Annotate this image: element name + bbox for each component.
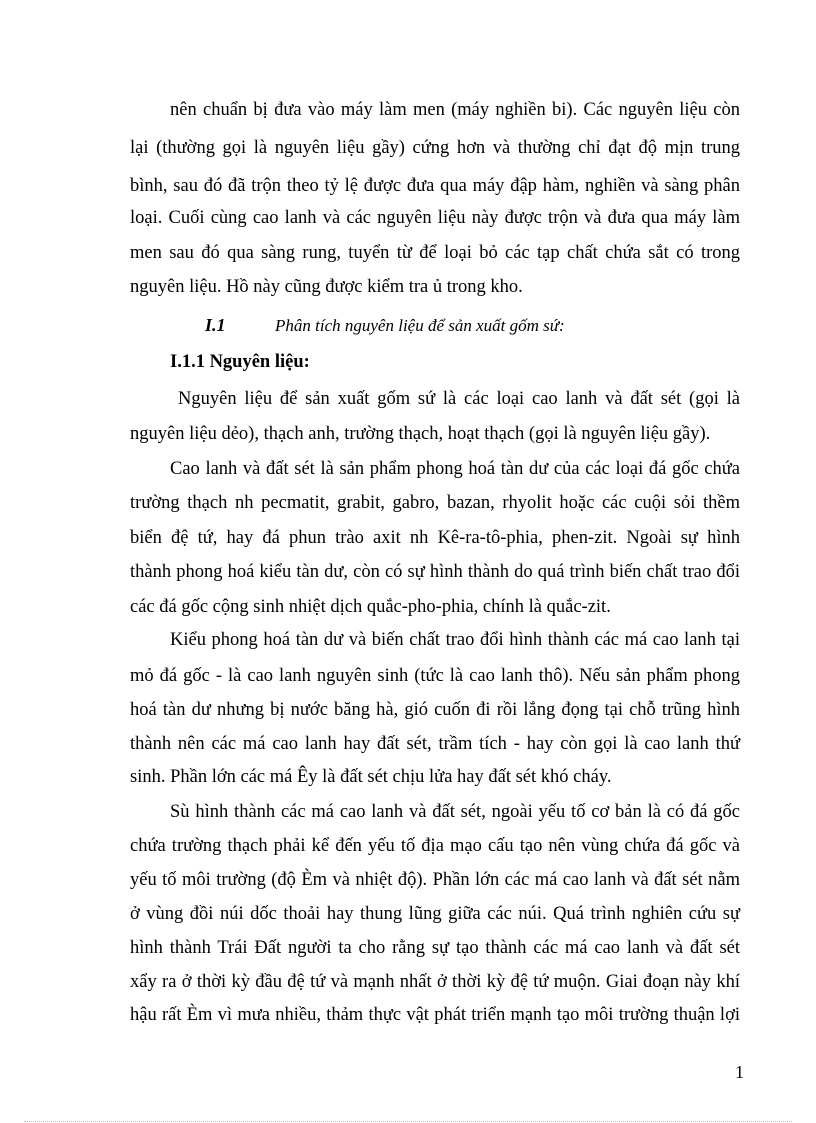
text-line: ở vùng đồi núi dốc thoải hay thung lũng giữa các núi. Quá trình nghiên cứu sự	[130, 904, 740, 924]
text-line: yếu tố môi trường (độ Èm và nhiệt độ). Phần lớn các má cao lanh và đất sét nằm	[130, 870, 740, 890]
page-bottom-divider	[24, 1121, 792, 1122]
text-line: hình thành Trái Đất người ta cho rằng sự tạo thành các má cao lanh và đất sét	[130, 938, 740, 958]
text-line: chứa trường thạch phải kể đến yếu tố địa mạo cấu tạo nên vùng chứa đá gốc và	[130, 836, 740, 856]
text-line: xẩy ra ở thời kỳ đầu đệ tứ và mạnh nhất ở thời kỳ đệ tứ muộn. Giai đoạn này khí	[130, 972, 740, 992]
text-line: thành nên các má cao lanh hay đất sét, trầm tích - hay còn gọi là cao lanh thứ	[130, 734, 740, 754]
text-line: lại (thường gọi là nguyên liệu gầy) cứng hơn và thường chỉ đạt độ mịn trung	[130, 138, 740, 158]
text-line: trường thạch nh pecmatit, grabit, gabro, bazan, rhyolit hoặc các cuội sỏi thềm	[130, 493, 740, 513]
text-line: mỏ đá gốc - là cao lanh nguyên sinh (tức là cao lanh thô). Nếu sản phẩm phong	[130, 666, 740, 686]
page-number: 1	[735, 1062, 744, 1082]
text-line: hoá tàn dư nhưng bị nước băng hà, gió cuốn đi rồi lắng đọng tại chỗ trũng hình	[130, 700, 740, 720]
text-line: bình, sau đó đã trộn theo tỷ lệ được đưa qua máy đập hàm, nghiền và sàng phân	[130, 176, 740, 196]
text-line: Kiểu phong hoá tàn dư và biến chất trao đổi hình thành các má cao lanh tại	[170, 630, 740, 650]
text-line: nguyên liệu dẻo), thạch anh, trường thạch, hoạt thạch (gọi là nguyên liệu gầy).	[130, 424, 711, 444]
text-line: các đá gốc cộng sinh nhiệt dịch quắc-pho-phia, chính là quắc-zit.	[130, 597, 611, 617]
section-heading	[205, 313, 565, 337]
text-line: sinh. Phần lớn các má Êy là đất sét chịu lửa hay đất sét khó cháy.	[130, 767, 612, 787]
text-line: Cao lanh và đất sét là sản phẩm phong hoá tàn dư của các loại đá gốc chứa	[170, 459, 740, 479]
subsection-heading: I.1.1 Nguyên liệu:	[170, 352, 310, 372]
text-line: Sù hình thành các má cao lanh và đất sét, ngoài yếu tố cơ bản là có đá gốc	[170, 802, 740, 822]
text-line: loại. Cuối cùng cao lanh và các nguyên liệu này được trộn và đưa qua máy làm	[130, 208, 740, 228]
text-line: thành phong hoá kiểu tàn dư, còn có sự hình thành do quá trình biến chất trao đổi	[130, 562, 740, 582]
section-title: Phân tích nguyên liệu để sản xuất gốm sứ:	[275, 316, 565, 335]
text-line: nên chuẩn bị đưa vào máy làm men (máy nghiền bi). Các nguyên liệu còn	[170, 100, 740, 120]
text-line: men sau đó qua sàng rung, tuyển từ để loại bỏ các tạp chất chứa sắt có trong	[130, 243, 740, 263]
text-line: hậu rất Èm vì mưa nhiều, thảm thực vật phát triển mạnh tạo môi trường thuận lợi	[130, 1005, 740, 1025]
section-number: I.1	[205, 315, 226, 335]
text-line: Nguyên liệu để sản xuất gốm sứ là các loại cao lanh và đất sét (gọi là	[178, 389, 740, 409]
text-line: biển đệ tứ, hay đá phun trào axit nh Kê-ra-tô-phia, phen-zit. Ngoài sự hình	[130, 528, 740, 548]
text-line: nguyên liệu. Hồ này cũng được kiểm tra ủ trong kho.	[130, 277, 523, 297]
